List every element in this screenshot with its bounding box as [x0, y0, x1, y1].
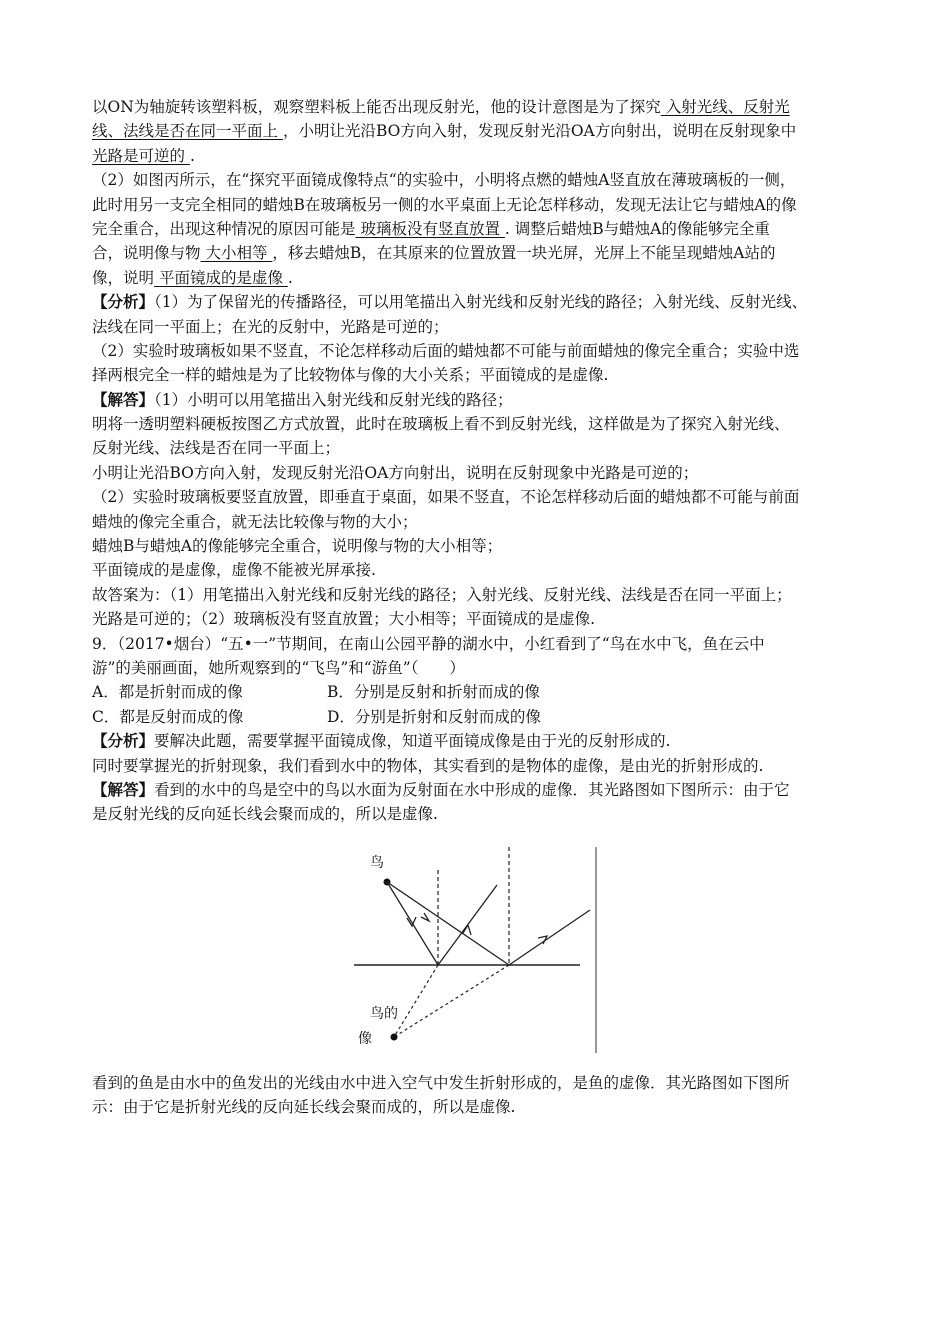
- option-b: B．分别是反射和折射而成的像: [327, 683, 540, 702]
- option-a: A．都是折射而成的像: [92, 683, 243, 702]
- solution-tag: 【解答】: [92, 389, 155, 409]
- reflection-diagram-svg: [350, 845, 600, 1055]
- fish-paragraph: [92, 1071, 872, 1120]
- q9-line-1: 9．（2017•烟台）“五•一”节期间，在南山公园平静的湖水中，小红看到了“鸟在水中飞，鱼在云中: [92, 634, 765, 653]
- fish-line-2: 示：由于它是折射光线的反向延长线会聚而成的，所以是虚像.: [92, 1098, 516, 1117]
- arrow-icon: [463, 925, 471, 935]
- answer-blank-4: 大小相等: [200, 244, 273, 263]
- answer-blank-3: 玻璃板没有竖直放置: [355, 219, 505, 238]
- analysis-tag: 【分析】: [92, 731, 155, 751]
- analysis-tag: 【分析】: [92, 292, 155, 312]
- analysis8-line-2: 法线在同一平面上；在光的反射中，光路是可逆的；: [92, 317, 449, 336]
- answer-blank-5: 平面镜成的是虚像: [154, 268, 288, 287]
- bird-image-label-2: 像: [358, 1031, 372, 1047]
- solution8-line-8: 平面镜成的是虚像，虚像不能被光屏承接.: [92, 561, 376, 580]
- solution8-line-3: 反射光线、法线是否在同一平面上；: [92, 439, 341, 458]
- answer-blank-1a: 入射光线、反射光: [660, 98, 790, 116]
- q9-options-row-1: [92, 680, 872, 704]
- solution8-line-9: 故答案为：（1）用笔描出入射光线和反射光线的路径；入射光线、反射光线、法线是否在同一平面上；: [92, 585, 792, 604]
- q8-line-2: 线、法线是否在同一平面上 ，小明让光沿BO方向入射，发现反射光沿OA方向射出，说明在反射现象中: [92, 122, 797, 141]
- solution8-line-2: 明将一透明塑料硬板按图乙方式放置，此时在玻璃板上看不到反射光线，这样做是为了探究入射光线、: [92, 415, 790, 434]
- solution8-line-1: 【解答】（1）小明可以用笔描出入射光线和反射光线的路径；: [92, 389, 513, 409]
- solution8-line-5: （2）实验时玻璃板要竖直放置，即垂直于桌面，如果不竖直，不论怎样移动后面的蜡烛都不可能与前面: [92, 488, 800, 507]
- solution8-line-6: 蜡烛的像完全重合，就无法比较像与物的大小；: [92, 512, 418, 531]
- option-d: D．分别是折射和反射而成的像: [327, 707, 541, 726]
- analysis8-line-4: 择两根完全一样的蜡烛是为了比较物体与像的大小关系；平面镜成的是虚像.: [92, 366, 609, 385]
- solution8-line-7: 蜡烛B与蜡烛A的像能够完全重合，说明像与物的大小相等；: [92, 537, 503, 556]
- q8-line-7: 合，说明像与物 大小相等 ，移去蜡烛B，在其原来的位置放置一块光屏，光屏上不能呈现蜡烛A站的: [92, 244, 776, 263]
- option-c: C．都是反射而成的像: [92, 707, 244, 726]
- q8-line-1: 以ON为轴旋转该塑料板，观察塑料板上能否出现反射光，他的设计意图是为了探究 入射光线、反射光: [92, 98, 790, 116]
- answer-blank-2: 光路是可逆的: [92, 146, 190, 165]
- q8-line-6: 完全重合，出现这种情况的原因可能是 玻璃板没有竖直放置 . 调整后蜡烛B与蜡烛A的像能够完全重: [92, 219, 770, 238]
- reflected-ray-2: [509, 910, 590, 965]
- document-body: [92, 95, 872, 827]
- reflection-diagram: [350, 845, 600, 1055]
- solution9-line-1: 【解答】看到的水中的鸟是空中的鸟以水面为反射面在水中形成的虚像．其光路图如下图所示：由于它: [92, 779, 790, 799]
- analysis9-line-2: 同时要掌握光的折射现象，我们看到水中的物体，其实看到的是物体的虚像，是由光的折射形成的.: [92, 756, 764, 775]
- q8-line-8: 像，说明 平面镜成的是虚像 .: [92, 268, 293, 287]
- fish-line-1: 看到的鱼是由水中的鱼发出的光线由水中进入空气中发生折射形成的，是鱼的虚像．其光路图如下图所: [92, 1074, 790, 1092]
- arrow-icon: [421, 913, 429, 921]
- solution-tag: 【解答】: [92, 779, 155, 799]
- virtual-extension-2: [394, 965, 509, 1037]
- analysis8-line-1: 【分析】（1）为了保留光的传播路径，可以用笔描出入射光线和反射光线的路径；入射光线、反射光线、: [92, 292, 808, 312]
- q9-line-2: 游”的美丽画面，她所观察到的“飞鸟”和“游鱼”（ ）: [92, 658, 465, 677]
- q8-line-5: 此时用另一支完全相同的蜡烛B在玻璃板另一侧的水平桌面上无论怎样移动，发现无法让它与蜡烛A的像: [92, 195, 797, 214]
- virtual-extension-1: [394, 965, 438, 1037]
- solution9-line-2: 是反射光线的反向延长线会聚而成的，所以是虚像.: [92, 805, 438, 824]
- bird-image-point: [391, 1034, 398, 1041]
- bird-label: 鸟: [370, 855, 384, 871]
- solution8-line-10: 光路是可逆的；（2）玻璃板没有竖直放置；大小相等；平面镜成的是虚像.: [92, 610, 596, 629]
- q9-options-row-2: [92, 705, 872, 729]
- analysis9-line-1: 【分析】要解决此题，需要掌握平面镜成像，知道平面镜成像是由于光的反射形成的.: [92, 731, 671, 751]
- solution8-line-4: 小明让光沿BO方向入射，发现反射光沿OA方向射出，说明在反射现象中光路是可逆的；: [92, 463, 699, 482]
- bird-image-label-1: 鸟的: [370, 1006, 398, 1022]
- q8-line-4: （2）如图丙所示，在“探究平面镜成像特点“的实验中，小明将点燃的蜡烛A竖直放在薄玻璃板的一侧，: [92, 171, 796, 190]
- analysis8-line-3: （2）实验时玻璃板如果不竖直，不论怎样移动后面的蜡烛都不可能与前面蜡烛的像完全重合；实验中选: [92, 341, 800, 360]
- q8-line-3: 光路是可逆的 .: [92, 146, 195, 165]
- answer-blank-1b: 线、法线是否在同一平面上: [92, 122, 283, 141]
